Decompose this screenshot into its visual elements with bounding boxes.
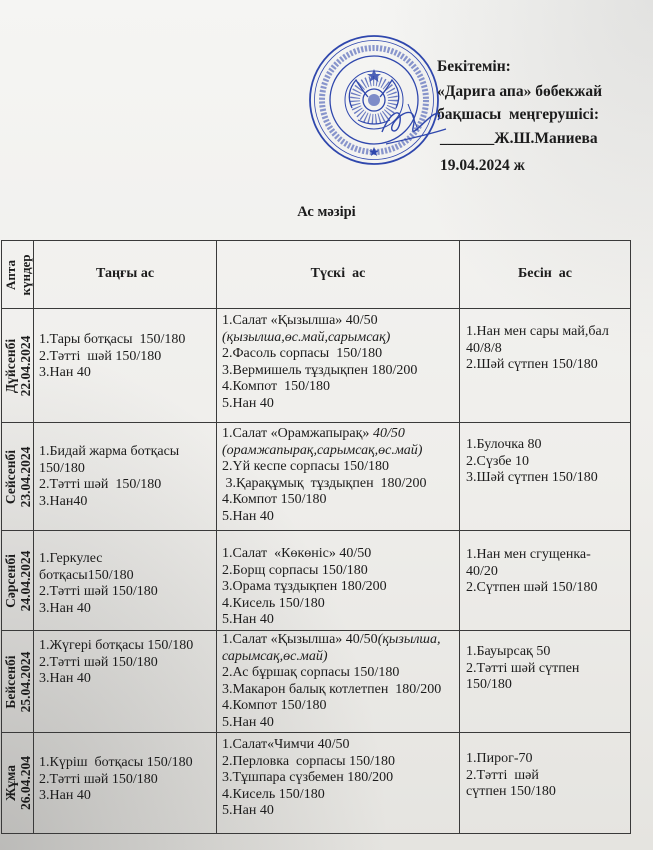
menu-item: 2.Шәй сүтпен 150/180: [466, 357, 598, 372]
lunch-cell: [217, 531, 460, 631]
menu-table: [1, 240, 631, 834]
menu-item: 40/20: [466, 563, 498, 579]
menu-item: [222, 426, 459, 443]
menu-item: 1.Салат «Көкөніс» 40/50: [222, 546, 372, 561]
week-days-label: [3, 254, 33, 295]
day-label: [3, 335, 33, 396]
header-lunch: Түскі ас: [217, 241, 460, 309]
menu-item: 5.Нан 40: [222, 508, 274, 524]
lunch-cell: [217, 423, 460, 531]
day-date: 22.04.2024: [17, 335, 33, 396]
menu-item: 2.Тәтті шәй 150/180: [39, 654, 158, 670]
snack-cell: [460, 309, 631, 423]
menu-item-note: (орамжапырақ,сарымсақ,өс.май): [222, 442, 423, 458]
menu-item: 1.Жүгері ботқасы 150/180: [39, 638, 194, 653]
menu-item: 2.Тәтті шәй 150/180: [39, 348, 162, 364]
day-name: Сейсенбі: [2, 449, 18, 504]
day-name: Жұма: [2, 765, 18, 801]
menu-item-text: 1.Салат «Қызылша» 40/50: [222, 632, 378, 647]
day-label: [3, 756, 33, 810]
menu-item: 40/8/8: [466, 340, 502, 356]
menu-item: 3.Нан 40: [39, 788, 91, 803]
breakfast-cell: [34, 309, 217, 423]
menu-item: 4.Компот 150/180: [222, 698, 327, 713]
menu-item: 2.Фасоль сорпасы 150/180: [222, 346, 383, 361]
page-title: Ас мәзірі: [297, 204, 356, 220]
menu-item: 2.Тәтті шәй 150/180: [39, 477, 162, 492]
day-cell: [2, 309, 34, 423]
menu-item: 4.Кисель 150/180: [222, 786, 325, 802]
day-date: 24.04.2024: [17, 550, 33, 611]
breakfast-cell: [34, 631, 217, 733]
menu-item-text: 1.Салат «Орамжапырақ»: [222, 426, 373, 441]
menu-item: 2.Борщ сорпасы 150/180: [222, 562, 368, 578]
day-cell: [2, 423, 34, 531]
menu-item: 1.Күріш ботқасы 150/180: [39, 755, 193, 770]
snack-cell: [460, 531, 631, 631]
day-cell: [2, 631, 34, 733]
menu-item: 2.Тәтті шәй 150/180: [39, 771, 158, 787]
menu-item: 1.Салат «Қызылша» 40/50: [222, 313, 378, 328]
menu-item: 1.Геркулес: [39, 551, 103, 566]
menu-item: 3.Қарақұмық тұздықпен 180/200: [222, 475, 427, 491]
signature-line: _______Ж.Ш.Маниева: [440, 130, 598, 147]
menu-item: 4.Компот 150/180: [222, 492, 327, 507]
approve-label: Бекітемін:: [437, 58, 511, 75]
lunch-cell: [217, 631, 460, 733]
day-label: [3, 446, 33, 507]
header-breakfast: Таңғы ас: [34, 241, 217, 309]
menu-item: 1.Бауырсақ 50: [466, 644, 551, 659]
menu-item: 4.Компот 150/180: [222, 379, 331, 394]
menu-item: 5.Нан 40: [222, 612, 274, 627]
day-name: Дүйсенбі: [2, 338, 18, 393]
day-label: [3, 550, 33, 611]
breakfast-cell: [34, 423, 217, 531]
lunch-cell: [217, 309, 460, 423]
header-week-days: [2, 241, 34, 309]
approval-date: 19.04.2024 ж: [440, 157, 525, 174]
day-name: Сәрсенбі: [2, 553, 18, 608]
menu-item: 2.Тәтті шәй: [466, 767, 539, 783]
day-name: Бейсенбі: [2, 654, 18, 709]
director-signature: [378, 100, 450, 158]
header-snack: Бесін ас: [460, 241, 631, 309]
menu-item: 3.Нан 40: [39, 600, 91, 616]
menu-item: 1.Бидай жарма ботқасы: [39, 444, 180, 459]
menu-item: 2.Тәтті шәй сүтпен: [466, 660, 580, 676]
approval-block: [0, 0, 653, 190]
menu-item: 1.Нан мен сгущенка-: [466, 547, 591, 562]
menu-item: 3.Макарон балық котлетпен 180/200: [222, 681, 442, 697]
menu-item: 3.Нан40: [39, 493, 88, 509]
menu-item: 5.Нан 40: [222, 395, 274, 411]
menu-item: 2.Сүтпен шәй 150/180: [466, 580, 598, 595]
menu-item: 150/180: [39, 460, 85, 476]
menu-item: ботқасы150/180: [39, 567, 134, 583]
snack-cell: [460, 631, 631, 733]
menu-item: 2.Тәтті шәй 150/180: [39, 584, 158, 599]
organization-line: «Дарига апа» бөбекжай: [437, 83, 603, 100]
menu-item: 5.Нан 40: [222, 714, 274, 730]
menu-item: 3.Шәй сүтпен 150/180: [466, 470, 598, 485]
menu-item: 3.Нан 40: [39, 671, 91, 686]
menu-item-note: (қызылша,: [377, 632, 441, 647]
day-date: 26.04.204: [17, 756, 33, 810]
menu-item: 1.Тары ботқасы 150/180: [39, 332, 186, 347]
week-days-label-line1: Апта: [2, 259, 18, 290]
menu-item: [222, 632, 459, 649]
menu-item: 2.Сүзбе 10: [466, 453, 530, 469]
menu-item-note: (қызылша,өс.май,сарымсақ): [222, 329, 391, 345]
day-date: 23.04.2024: [17, 446, 33, 507]
breakfast-cell: [34, 733, 217, 834]
position-line: бақшасы меңгерушісі:: [437, 106, 599, 123]
menu-item: 5.Нан 40: [222, 803, 274, 818]
menu-item-note: 40/50: [372, 426, 405, 441]
menu-item: 2.Перловка сорпасы 150/180: [222, 753, 395, 769]
menu-item: 3.Вермишель тұздықпен 180/200: [222, 362, 418, 378]
menu-item: 1.Салат«Чимчи 40/50: [222, 737, 350, 752]
menu-item: 1.Булочка 80: [466, 437, 542, 452]
menu-item: 3.Орама тұздықпен 180/200: [222, 579, 387, 594]
menu-item-note: сарымсақ,өс.май): [222, 648, 328, 664]
lunch-cell: [217, 733, 460, 834]
menu-item: 150/180: [466, 677, 512, 692]
menu-item: 2.Ас бұршақ сорпасы 150/180: [222, 665, 400, 680]
day-cell: [2, 733, 34, 834]
menu-item: 1.Нан мен сары май,бал: [466, 324, 609, 339]
day-cell: [2, 531, 34, 631]
menu-item: 1.Пирог-70: [466, 751, 533, 766]
snack-cell: [460, 423, 631, 531]
menu-item: сүтпен 150/180: [466, 784, 556, 799]
day-label: [3, 651, 33, 712]
week-days-label-line2: күндер: [17, 253, 33, 296]
menu-item: 2.Үй кеспе сорпасы 150/180: [222, 459, 389, 474]
menu-item: 3.Нан 40: [39, 365, 91, 380]
menu-item: 3.Тұшпара сүзбемен 180/200: [222, 770, 394, 785]
day-date: 25.04.2024: [17, 651, 33, 712]
menu-item: 4.Кисель 150/180: [222, 595, 325, 611]
snack-cell: [460, 733, 631, 834]
breakfast-cell: [34, 531, 217, 631]
